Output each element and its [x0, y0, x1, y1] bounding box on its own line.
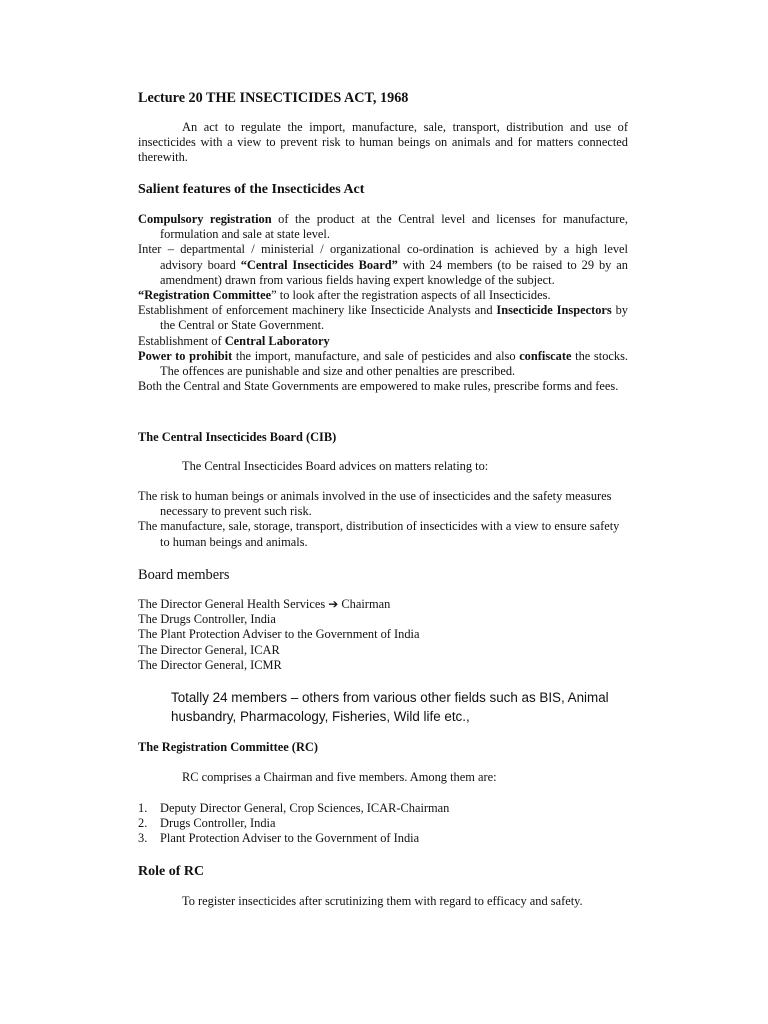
salient-item	[138, 379, 628, 394]
rc-intro: RC comprises a Chairman and five members. Among them are:	[182, 770, 497, 784]
salient-item-text: of the product at the Central level and licenses for manufacture, formulation and sale at state level.	[160, 212, 628, 242]
salient-item-text: Establishment of	[138, 333, 225, 348]
board-note: Totally 24 members – others from various other fields such as BIS, Animal husbandry, Pharmacology, Fisheries, Wild life etc.,	[171, 690, 609, 724]
intro-paragraph: An act to regulate the import, manufacture, sale, transport, distribution and use of insecticides with a view to prevent risk to human beings on animals and for matters connected therewith.	[138, 120, 628, 165]
rc-list-number: 1.	[138, 801, 148, 815]
salient-list	[138, 212, 628, 394]
cib-intro: The Central Insecticides Board advices on matters relating to:	[182, 459, 489, 473]
salient-item-bold: Power to prohibit	[138, 348, 233, 363]
board-member: The Drugs Controller, India	[138, 612, 276, 627]
salient-item-text: the import, manufacture, and sale of pesticides and also	[232, 348, 520, 363]
salient-item-text: Establishment of enforcement machinery like Insecticide Analysts and	[138, 303, 497, 318]
cib-heading: The Central Insecticides Board (CIB)	[138, 430, 337, 444]
salient-item-bold: Insecticide Inspectors	[496, 303, 612, 318]
salient-item-bold: “Central Insecticides Board”	[240, 257, 398, 272]
salient-item-bold: “Registration Committee	[138, 288, 272, 303]
rc-list-item	[138, 816, 628, 831]
salient-item	[138, 303, 628, 333]
rc-list-item	[138, 801, 628, 816]
board-member: The Director General, ICMR	[138, 657, 282, 672]
cib-item: The risk to human beings or animals involved in the use of insecticides and the safety measures necessary to prevent such risk.	[138, 489, 612, 519]
rc-heading: The Registration Committee (RC)	[138, 740, 318, 754]
salient-item	[138, 288, 628, 303]
board-members-list	[138, 597, 628, 673]
board-member-role: Chairman	[338, 597, 391, 611]
arrow-right-icon: ➔	[328, 597, 339, 611]
salient-item	[138, 334, 628, 349]
board-heading: Board members	[138, 567, 230, 583]
rc-list-number: 2.	[138, 816, 148, 831]
board-member: The Director General, ICAR	[138, 642, 280, 657]
rc-list-number: 3.	[138, 831, 148, 846]
page-title: Lecture 20 THE INSECTICIDES ACT, 1968	[138, 90, 409, 106]
rc-list-text: Deputy Director General, Crop Sciences, ICAR-Chairman	[160, 801, 450, 815]
salient-item-text: Both the Central and State Governments are empowered to make rules, prescribe forms and fees.	[138, 379, 619, 394]
salient-item-text: with 24 members (to be raised to 29 by an amendment) drawn from various fields having expert knowledge of the subject.	[160, 257, 628, 287]
board-member: The Plant Protection Adviser to the Government of India	[138, 627, 420, 642]
rc-list-item	[138, 831, 628, 846]
cib-item: The manufacture, sale, storage, transport, distribution of insecticides with a view to ensure safety to human beings and animals.	[138, 519, 620, 549]
rc-list-text: Drugs Controller, India	[160, 816, 276, 831]
salient-item-text: by the Central or State Government.	[160, 303, 628, 333]
board-member-name: The Director General Health Services	[138, 597, 329, 611]
salient-heading: Salient features of the Insecticides Act	[138, 182, 365, 197]
rc-list	[138, 801, 628, 847]
salient-item	[138, 212, 628, 242]
salient-item	[138, 242, 628, 288]
role-text: To register insecticides after scrutinizing them with regard to efficacy and safety.	[182, 894, 583, 908]
salient-item-text: Inter – departmental / ministerial / organizational co-ordination is achieved by a high level advisory board	[138, 242, 628, 272]
salient-item-text: the stocks. The offences are punishable and size and other penalties are prescribed.	[160, 348, 628, 379]
salient-item	[138, 349, 628, 379]
salient-item-text: ” to look after the registration aspects of all Insecticides.	[271, 288, 551, 303]
board-member	[138, 597, 628, 612]
role-heading: Role of RC	[138, 864, 205, 879]
rc-list-text: Plant Protection Adviser to the Government of India	[160, 831, 420, 846]
cib-list	[138, 489, 628, 550]
salient-item-bold: confiscate	[519, 348, 572, 363]
salient-item-bold: Compulsory registration	[138, 212, 272, 226]
salient-item-bold: Central Laboratory	[224, 333, 330, 348]
